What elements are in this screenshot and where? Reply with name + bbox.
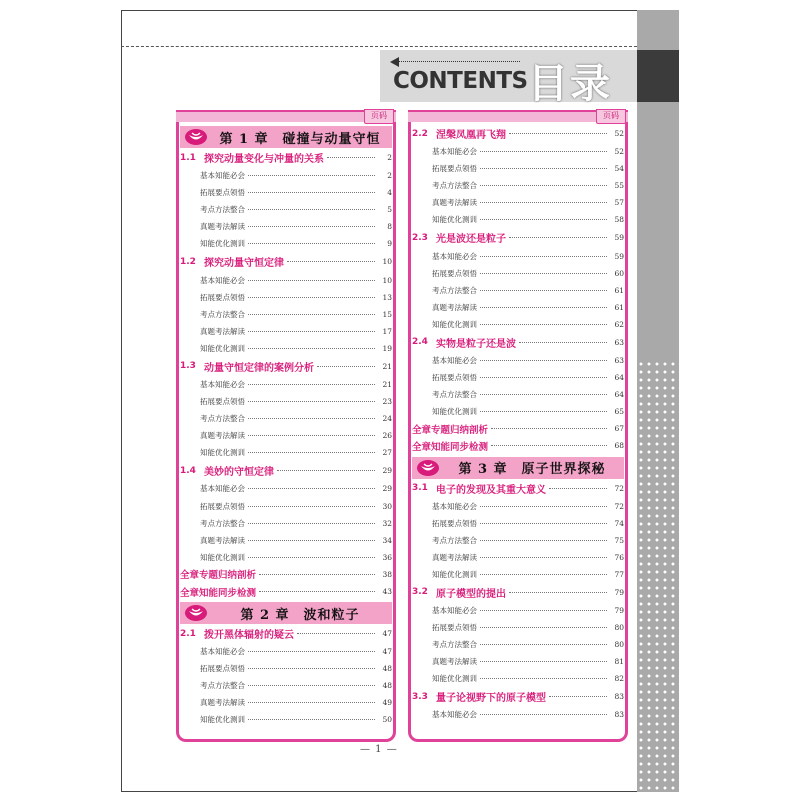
leader-dots xyxy=(248,418,375,419)
section-number: 3.2 xyxy=(412,587,428,598)
leader-dots xyxy=(509,133,607,134)
entry-title: 拓展要点领悟 xyxy=(432,268,477,278)
entry-title: 考点方法整合 xyxy=(200,414,245,424)
leader-dots xyxy=(248,540,375,541)
leader-dots xyxy=(248,435,375,436)
page-number: 79 xyxy=(614,587,624,597)
entry-title: 真题考法解读 xyxy=(200,326,245,336)
page-number: 8 xyxy=(387,222,392,232)
page-number: 60 xyxy=(614,268,624,278)
toc-subsection[interactable] xyxy=(180,498,392,515)
toc-subsection[interactable] xyxy=(180,515,392,532)
entry-title: 知能优化测训 xyxy=(200,715,245,725)
toc-section[interactable] xyxy=(180,461,392,480)
page-number: 81 xyxy=(614,657,624,667)
page-number: 26 xyxy=(382,431,392,441)
leader-dots xyxy=(259,574,375,575)
page-number: 48 xyxy=(382,681,392,691)
leader-dots xyxy=(248,331,375,332)
leader-dots xyxy=(248,280,375,281)
section-number: 2.4 xyxy=(412,337,428,348)
toc-section[interactable] xyxy=(180,148,392,167)
entry-title: 考点方法整合 xyxy=(432,390,477,400)
entry-title: 涅槃凤凰再飞翔 xyxy=(436,130,506,141)
page-number: 57 xyxy=(614,198,624,208)
entry-title: 美妙的守恒定律 xyxy=(204,467,274,479)
entry-title: 知能优化测训 xyxy=(200,552,245,562)
toc-subsection[interactable] xyxy=(180,444,392,461)
entry-title: 拓展要点领悟 xyxy=(432,518,477,528)
leader-dots xyxy=(480,307,607,308)
page-number: 80 xyxy=(614,640,624,650)
entry-title: 基本知能必会 xyxy=(200,379,245,389)
toc-subsection[interactable] xyxy=(412,194,624,211)
toc-subsection[interactable] xyxy=(180,480,392,497)
toc-subsection[interactable] xyxy=(412,619,624,636)
chapter-emblem-icon xyxy=(184,604,208,622)
toc-subsection[interactable] xyxy=(180,289,392,306)
leader-dots xyxy=(248,685,375,686)
chapter-emblem-icon xyxy=(416,459,440,477)
leader-dots xyxy=(480,678,607,679)
toc-section[interactable] xyxy=(412,479,624,498)
entry-title: 实物是粒子还是波 xyxy=(436,338,516,350)
page-number: 61 xyxy=(614,285,624,295)
toc-chapter-summary[interactable] xyxy=(180,566,392,583)
entry-title: 知能优化测训 xyxy=(432,569,477,579)
toc-subsection[interactable] xyxy=(412,636,624,653)
entry-title: 考点方法整合 xyxy=(432,181,477,191)
toc-subsection[interactable] xyxy=(180,271,392,288)
toc-subsection[interactable] xyxy=(412,532,624,549)
leader-dots xyxy=(248,506,375,507)
leader-dots xyxy=(248,192,375,193)
toc-subsection[interactable] xyxy=(180,340,392,357)
toc-subsection[interactable] xyxy=(412,549,624,566)
page-column-tag: 页码 xyxy=(364,109,394,124)
page-number: 75 xyxy=(614,535,624,545)
page-number: 72 xyxy=(614,501,624,511)
chapter-title: 第 2 章 波和粒子 xyxy=(240,607,360,623)
leader-dots xyxy=(248,243,375,244)
leader-dots xyxy=(480,151,607,152)
leader-dots xyxy=(248,488,375,489)
toc-chapter-summary[interactable] xyxy=(180,583,392,600)
page-number: 55 xyxy=(614,181,624,191)
toc-subsection[interactable] xyxy=(412,386,624,403)
leader-dots xyxy=(519,342,607,343)
leader-dots xyxy=(317,366,375,367)
toc-column-right xyxy=(408,110,628,742)
entry-title: 全章知能同步检测 xyxy=(412,441,489,453)
leader-dots xyxy=(480,574,607,575)
toc-subsection[interactable] xyxy=(412,143,624,160)
entry-title: 原子模型的提出 xyxy=(436,588,506,600)
leader-dots xyxy=(549,488,607,489)
page-bottom-border xyxy=(121,791,637,792)
entry-title: 知能优化测训 xyxy=(432,674,477,684)
page-number: 48 xyxy=(382,664,392,674)
toc-subsection[interactable] xyxy=(412,265,624,282)
leader-dots xyxy=(248,226,375,227)
contents-title-zh: 目录 xyxy=(528,61,612,107)
toc-subsection[interactable] xyxy=(412,515,624,532)
entry-title: 基本知能必会 xyxy=(200,275,245,285)
chapter-heading[interactable] xyxy=(180,602,392,624)
entry-title: 拓展要点领悟 xyxy=(432,164,477,174)
toc-subsection[interactable] xyxy=(180,393,392,410)
footer-page-number: — 1 — xyxy=(360,744,398,755)
page-number: 10 xyxy=(382,257,392,267)
toc-subsection[interactable] xyxy=(180,643,392,660)
entry-title: 拨开黑体辐射的疑云 xyxy=(204,630,294,642)
page-number: 49 xyxy=(382,698,392,708)
leader-dots xyxy=(509,237,607,238)
leader-dots xyxy=(248,401,375,402)
leader-dots xyxy=(248,175,375,176)
page-number: 38 xyxy=(382,569,392,579)
toc-subsection[interactable] xyxy=(180,218,392,235)
leader-dots xyxy=(248,384,375,385)
section-number: 1.1 xyxy=(180,152,196,163)
page-number: 17 xyxy=(382,326,392,336)
page-number: 13 xyxy=(382,292,392,302)
entry-title: 基本知能必会 xyxy=(200,171,245,181)
toc-subsection[interactable] xyxy=(412,566,624,583)
toc-subsection[interactable] xyxy=(412,160,624,177)
toc-subsection[interactable] xyxy=(412,299,624,316)
toc-subsection[interactable] xyxy=(180,201,392,218)
page-number: 43 xyxy=(382,587,392,597)
leader-dots xyxy=(297,633,375,634)
column-header-bar xyxy=(176,110,396,122)
entry-title: 拓展要点领悟 xyxy=(200,397,245,407)
page-number: 59 xyxy=(614,233,624,243)
page-number: 74 xyxy=(614,518,624,528)
page-number: 19 xyxy=(382,343,392,353)
entry-title: 知能优化测训 xyxy=(200,448,245,458)
leader-dots xyxy=(248,668,375,669)
page-number: 58 xyxy=(614,215,624,225)
page-column-tag: 页码 xyxy=(596,109,626,124)
entry-title: 基本知能必会 xyxy=(432,147,477,157)
toc-section[interactable] xyxy=(180,357,392,376)
entry-title: 真题考法解读 xyxy=(200,222,245,232)
toc-subsection[interactable] xyxy=(180,677,392,694)
page-number: 2 xyxy=(387,153,392,162)
page-number: 77 xyxy=(614,569,624,579)
entry-title: 知能优化测训 xyxy=(432,407,477,417)
entry-title: 基本知能必会 xyxy=(432,710,477,720)
toc-subsection[interactable] xyxy=(180,323,392,340)
chapter-emblem-icon xyxy=(184,128,208,146)
toc-subsection[interactable] xyxy=(412,352,624,369)
leader-dots xyxy=(480,360,607,361)
section-number: 1.4 xyxy=(180,465,196,476)
header-dashed-rule xyxy=(121,46,637,47)
page-number: 76 xyxy=(614,552,624,562)
leader-dots xyxy=(248,557,375,558)
page-number: 82 xyxy=(614,674,624,684)
toc-subsection[interactable] xyxy=(180,235,392,252)
page-number: 67 xyxy=(614,424,624,434)
entry-title: 考点方法整合 xyxy=(432,535,477,545)
toc-subsection[interactable] xyxy=(180,427,392,444)
entry-title: 探究动量变化与冲量的关系 xyxy=(204,154,324,165)
page-number: 24 xyxy=(382,414,392,424)
toc-subsection[interactable] xyxy=(180,410,392,427)
page-number: 2 xyxy=(387,171,392,181)
page-number: 54 xyxy=(614,164,624,174)
toc-list xyxy=(412,124,624,724)
leader-dots xyxy=(480,610,607,611)
toc-column-left xyxy=(176,110,396,742)
toc-section[interactable] xyxy=(412,228,624,247)
entry-title: 考点方法整合 xyxy=(200,205,245,215)
page-number: 80 xyxy=(614,623,624,633)
leader-dots xyxy=(480,411,607,412)
leader-dots xyxy=(480,627,607,628)
entry-title: 拓展要点领悟 xyxy=(200,501,245,511)
entry-title: 真题考法解读 xyxy=(200,535,245,545)
leader-dots xyxy=(480,290,607,291)
entry-title: 基本知能必会 xyxy=(432,355,477,365)
page-number: 27 xyxy=(382,448,392,458)
entry-title: 考点方法整合 xyxy=(200,681,245,691)
leader-dots xyxy=(248,719,375,720)
side-gutter-tab xyxy=(637,50,679,102)
entry-title: 电子的发现及其重大意义 xyxy=(436,484,546,496)
section-number: 2.1 xyxy=(180,628,196,639)
entry-title: 知能优化测训 xyxy=(432,319,477,329)
toc-subsection[interactable] xyxy=(412,247,624,264)
leader-dots xyxy=(480,377,607,378)
toc-subsection[interactable] xyxy=(412,602,624,619)
toc-subsection[interactable] xyxy=(180,306,392,323)
entry-title: 知能优化测训 xyxy=(200,343,245,353)
page-number: 64 xyxy=(614,373,624,383)
entry-title: 考点方法整合 xyxy=(432,285,477,295)
chapter-title: 第 3 章 原子世界探秘 xyxy=(458,462,606,477)
contents-title-en: CONTENTS xyxy=(393,68,528,94)
entry-title: 真题考法解读 xyxy=(200,698,245,708)
toc-subsection[interactable] xyxy=(412,403,624,420)
toc-subsection[interactable] xyxy=(180,549,392,566)
entry-title: 真题考法解读 xyxy=(432,657,477,667)
leader-dots xyxy=(509,592,607,593)
leader-dots xyxy=(480,661,607,662)
entry-title: 知能优化测训 xyxy=(432,215,477,225)
page-number: 50 xyxy=(382,715,392,725)
page-number: 29 xyxy=(382,484,392,494)
entry-title: 基本知能必会 xyxy=(432,251,477,261)
left-arrow-icon xyxy=(390,57,520,67)
page-number: 21 xyxy=(382,361,392,371)
entry-title: 考点方法整合 xyxy=(200,518,245,528)
page-number: 83 xyxy=(614,710,624,720)
leader-dots xyxy=(480,324,607,325)
leader-dots xyxy=(480,202,607,203)
toc-subsection[interactable] xyxy=(412,653,624,670)
entry-title: 真题考法解读 xyxy=(432,198,477,208)
toc-subsection[interactable] xyxy=(180,660,392,677)
entry-title: 拓展要点领悟 xyxy=(200,664,245,674)
leader-dots xyxy=(480,644,607,645)
toc-subsection[interactable] xyxy=(412,282,624,299)
page-number: 83 xyxy=(614,692,624,702)
entry-title: 拓展要点领悟 xyxy=(200,292,245,302)
page-number: 52 xyxy=(614,147,624,157)
leader-dots xyxy=(480,557,607,558)
leader-dots xyxy=(480,523,607,524)
page-number: 32 xyxy=(382,518,392,528)
chapter-title: 第 1 章 碰撞与动量守恒 xyxy=(219,131,381,147)
toc-subsection[interactable] xyxy=(412,316,624,333)
leader-dots xyxy=(480,394,607,395)
page-number: 63 xyxy=(614,355,624,365)
leader-dots xyxy=(480,168,607,169)
page-number: 59 xyxy=(614,251,624,261)
page-number: 5 xyxy=(387,205,392,215)
toc-subsection[interactable] xyxy=(180,167,392,184)
toc-chapter-summary[interactable] xyxy=(412,420,624,437)
toc-subsection[interactable] xyxy=(180,711,392,728)
entry-title: 光是波还是粒子 xyxy=(436,234,506,246)
entry-title: 全章知能同步检测 xyxy=(180,587,257,599)
page-number: 4 xyxy=(387,188,392,198)
entry-title: 量子论视野下的原子模型 xyxy=(436,693,546,705)
page-number: 65 xyxy=(614,407,624,417)
page-number: 15 xyxy=(382,309,392,319)
page-number: 64 xyxy=(614,390,624,400)
page-number: 34 xyxy=(382,535,392,545)
entry-title: 考点方法整合 xyxy=(200,309,245,319)
page-number: 36 xyxy=(382,552,392,562)
page-number: 62 xyxy=(614,319,624,329)
leader-dots xyxy=(248,348,375,349)
toc-subsection[interactable] xyxy=(412,177,624,194)
leader-dots xyxy=(480,506,607,507)
page-number: 47 xyxy=(382,629,392,639)
page-number: 9 xyxy=(387,239,392,249)
section-number: 1.3 xyxy=(180,361,196,372)
entry-title: 考点方法整合 xyxy=(432,640,477,650)
leader-dots xyxy=(248,297,375,298)
toc-subsection[interactable] xyxy=(412,211,624,228)
section-number: 3.3 xyxy=(412,691,428,702)
entry-title: 真题考法解读 xyxy=(200,431,245,441)
entry-title: 动量守恒定律的案例分析 xyxy=(204,362,314,374)
leader-dots xyxy=(480,714,607,715)
leader-dots xyxy=(248,314,375,315)
column-header-bar xyxy=(408,110,628,122)
entry-title: 真题考法解读 xyxy=(432,302,477,312)
leader-dots xyxy=(480,540,607,541)
page-number: 10 xyxy=(382,275,392,285)
toc-section[interactable] xyxy=(412,583,624,602)
entry-title: 拓展要点领悟 xyxy=(432,373,477,383)
entry-title: 探究动量守恒定律 xyxy=(204,258,284,270)
leader-dots xyxy=(480,219,607,220)
leader-dots xyxy=(259,591,375,592)
toc-subsection[interactable] xyxy=(412,369,624,386)
leader-dots xyxy=(549,696,607,697)
toc-section[interactable] xyxy=(412,124,624,143)
page-number: 63 xyxy=(614,337,624,347)
entry-title: 基本知能必会 xyxy=(432,606,477,616)
toc-subsection[interactable] xyxy=(180,184,392,201)
entry-title: 基本知能必会 xyxy=(432,501,477,511)
entry-title: 全章专题归纳剖析 xyxy=(412,424,489,436)
entry-title: 基本知能必会 xyxy=(200,484,245,494)
page-number: 30 xyxy=(382,501,392,511)
entry-title: 拓展要点领悟 xyxy=(432,623,477,633)
toc-chapter-summary[interactable] xyxy=(412,437,624,454)
leader-dots xyxy=(287,261,375,262)
toc-section[interactable] xyxy=(412,687,624,706)
section-number: 3.1 xyxy=(412,483,428,493)
toc-subsection[interactable] xyxy=(412,498,624,515)
chapter-heading[interactable] xyxy=(180,126,392,148)
page-number: 52 xyxy=(614,129,624,138)
section-number: 2.2 xyxy=(412,128,428,139)
leader-dots xyxy=(248,452,375,453)
leader-dots xyxy=(491,445,607,446)
side-dot-pattern xyxy=(637,360,679,792)
page-number: 21 xyxy=(382,379,392,389)
toc-subsection[interactable] xyxy=(180,694,392,711)
section-number: 2.3 xyxy=(412,232,428,243)
leader-dots xyxy=(277,470,375,471)
entry-title: 全章专题归纳剖析 xyxy=(180,570,257,582)
toc-list xyxy=(180,124,392,729)
entry-title: 基本知能必会 xyxy=(200,647,245,657)
leader-dots xyxy=(327,157,375,158)
toc-section[interactable] xyxy=(180,252,392,271)
page-number: 47 xyxy=(382,647,392,657)
page-number: 23 xyxy=(382,397,392,407)
leader-dots xyxy=(491,428,607,429)
chapter-heading[interactable] xyxy=(412,457,624,479)
leader-dots xyxy=(480,185,607,186)
page-number: 68 xyxy=(614,441,624,451)
page-number: 29 xyxy=(382,466,392,476)
leader-dots xyxy=(248,702,375,703)
toc-subsection[interactable] xyxy=(180,532,392,549)
leader-dots xyxy=(248,209,375,210)
page-number: 61 xyxy=(614,302,624,312)
page-number: 72 xyxy=(614,483,624,493)
toc-section[interactable] xyxy=(180,624,392,643)
entry-title: 真题考法解读 xyxy=(432,552,477,562)
leader-dots xyxy=(480,256,607,257)
leader-dots xyxy=(248,523,375,524)
leader-dots xyxy=(248,651,375,652)
leader-dots xyxy=(480,273,607,274)
toc-subsection[interactable] xyxy=(180,376,392,393)
entry-title: 拓展要点领悟 xyxy=(200,188,245,198)
section-number: 1.2 xyxy=(180,256,196,267)
toc-subsection[interactable] xyxy=(412,706,624,723)
page-number: 79 xyxy=(614,606,624,616)
toc-section[interactable] xyxy=(412,333,624,352)
entry-title: 知能优化测训 xyxy=(200,239,245,249)
toc-subsection[interactable] xyxy=(412,670,624,687)
